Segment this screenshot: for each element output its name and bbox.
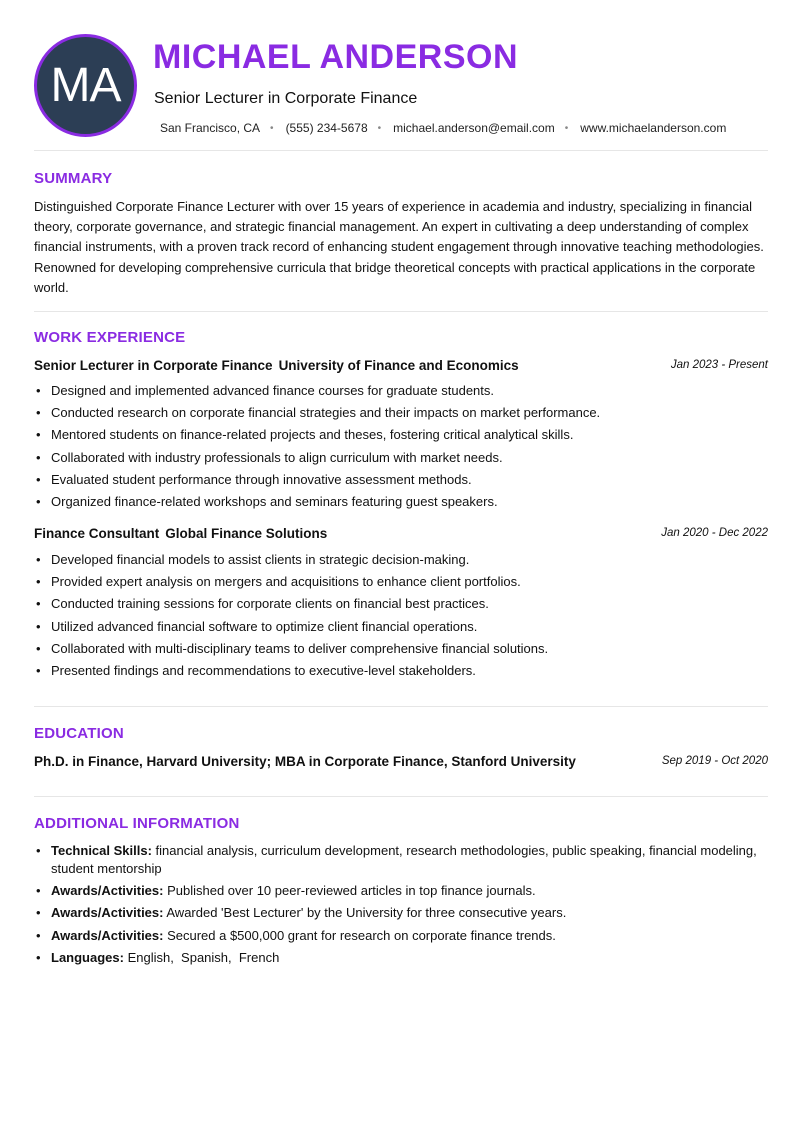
- item-label: Technical Skills:: [51, 843, 152, 858]
- item-text: English, Spanish, French: [123, 949, 280, 965]
- bullet-separator-icon: •: [270, 123, 274, 134]
- item-label: Languages:: [51, 949, 124, 965]
- section-divider: [34, 706, 768, 707]
- contact-location: San Francisco, CA: [160, 121, 261, 135]
- job-bullets: [34, 549, 768, 682]
- contact-phone[interactable]: (555) 234-5678: [285, 121, 368, 135]
- list-item: • Conducted research on corporate financial strategies and their impacts on market performance.: [34, 402, 768, 424]
- item-text: Awarded 'Best Lecturer' by the University for three consecutive years.: [163, 905, 567, 921]
- summary-heading: SUMMARY: [34, 170, 113, 187]
- item-label: Awards/Activities:: [51, 905, 164, 921]
- list-item: • Organized finance-related workshops and seminars featuring guest speakers.: [34, 491, 768, 513]
- list-item: • Designed and implemented advanced finance courses for graduate students.: [34, 380, 768, 402]
- education-date: Sep 2019 - Oct 2020: [661, 755, 768, 767]
- job-role: Finance Consultant: [34, 526, 160, 541]
- additional-info-list: [34, 842, 768, 971]
- bullet-separator-icon: •: [377, 123, 382, 134]
- additional-info-heading: ADDITIONAL INFORMATION: [34, 815, 240, 832]
- education-entry: [34, 754, 768, 769]
- item-text: Secured a $500,000 grant for research on corporate finance trends.: [163, 927, 556, 943]
- item-label: Awards/Activities:: [51, 883, 164, 899]
- job-company: Global Finance Solutions: [165, 526, 328, 541]
- list-item: • Utilized advanced financial software to optimize client financial operations.: [34, 616, 768, 638]
- avatar-initials: MA: [50, 59, 121, 112]
- section-divider: [34, 150, 768, 151]
- item-label: Awards/Activities:: [51, 927, 164, 943]
- list-item: [34, 842, 768, 878]
- candidate-name: MICHAEL ANDERSON: [153, 38, 519, 76]
- item-text: financial analysis, curriculum development, research methodologies, public speaking, financial modeling, student mentorship: [51, 843, 757, 876]
- list-item: • Evaluated student performance through innovative assessment methods.: [34, 469, 768, 491]
- job-date: Jan 2020 - Dec 2022: [661, 527, 768, 539]
- list-item: • Mentored students on finance-related projects and theses, fostering critical analytical skills.: [34, 424, 768, 446]
- list-item: [34, 882, 768, 900]
- work-experience-heading: WORK EXPERIENCE: [34, 329, 186, 346]
- resume-header: [34, 34, 768, 138]
- list-item: • Provided expert analysis on mergers and acquisitions to enhance client portfolios.: [34, 571, 768, 593]
- list-item: • Presented findings and recommendations to executive-level stakeholders.: [34, 660, 768, 682]
- list-item: • Conducted training sessions for corporate clients on financial best practices.: [34, 593, 768, 615]
- job-header: [34, 358, 768, 373]
- section-divider: [34, 796, 768, 797]
- contact-line: [160, 121, 726, 137]
- contact-email[interactable]: michael.anderson@email.com: [393, 121, 555, 135]
- contact-website[interactable]: www.michaelanderson.com: [580, 121, 727, 135]
- list-item: [34, 949, 768, 967]
- list-item: • Collaborated with multi-disciplinary teams to deliver comprehensive financial solutions.: [34, 638, 768, 660]
- job-bullets: [34, 380, 768, 513]
- list-item: • Collaborated with industry professionals to align curriculum with market needs.: [34, 447, 768, 469]
- list-item: [34, 904, 768, 922]
- item-text: Published over 10 peer-reviewed articles in top finance journals.: [163, 883, 536, 899]
- list-item: [34, 927, 768, 945]
- list-item: • Developed financial models to assist clients in strategic decision-making.: [34, 549, 768, 571]
- summary-text: Distinguished Corporate Finance Lecturer with over 15 years of experience in academia and industry, specializing in financial theory, corporate governance, and strategic financial management. An expert in cultivating a deep understanding of complex financial instruments, with a proven track record of enhancing student engagement through innovative teaching methodologies. Renowned for developing comprehensive curricula that bridge theoretical concepts with practical applications in the corporate world.: [34, 199, 764, 295]
- section-divider: [34, 311, 768, 312]
- education-heading: EDUCATION: [34, 725, 124, 742]
- candidate-title: Senior Lecturer in Corporate Finance: [154, 90, 418, 107]
- job-role: Senior Lecturer in Corporate Finance: [34, 358, 273, 373]
- avatar: [34, 34, 137, 137]
- job-company: University of Finance and Economics: [278, 358, 519, 373]
- education-degree: Ph.D. in Finance, Harvard University; MBA in Corporate Finance, Stanford University: [34, 754, 576, 769]
- job-header: [34, 526, 768, 541]
- job-date: Jan 2023 - Present: [670, 359, 768, 371]
- bullet-separator-icon: •: [564, 123, 569, 134]
